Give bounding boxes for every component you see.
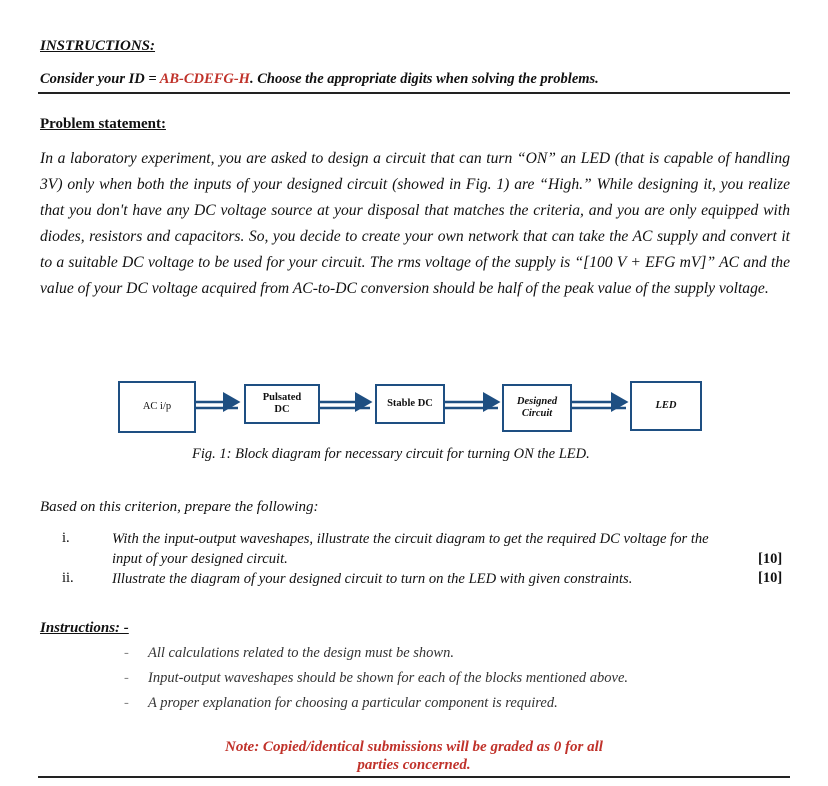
task-1-line1: With the input-output waveshapes, illustrate the circuit diagram to get the required DC voltage for the	[112, 531, 709, 547]
task-1-number: i.	[62, 530, 70, 546]
block-pulsated-dc	[244, 384, 320, 424]
block-stable-dc	[375, 384, 445, 424]
block-designed-circuit-label: Designed Circuit	[516, 396, 558, 419]
bullet-dash-icon: -	[124, 695, 129, 711]
problem-text: In a laboratory experiment, you are asked to design a circuit that can turn “ON” an LED (that is capable of handling 3V) only when both the inputs of your designed circuit (showed in Fig. 1) are “High.” While designing it, you realize that you don't have any DC voltage source at your disposal that matches the criteria, and you are only equipped with diodes, resistors and capacitors. So, you decide to create your own network that can take the AC supply and convert it to a suitable DC voltage to be used for your circuit. The rms voltage of the supply is “[100 V + EFG mV]” AC and the value of your DC voltage acquired from AC-to-DC conversion should be half of the peak value of the supply voltage.	[40, 150, 790, 297]
block-led	[630, 381, 702, 431]
instructions-title: INSTRUCTIONS:	[40, 38, 156, 54]
instructions-heading: Instructions: -	[40, 620, 129, 636]
task-1-marks: [10]	[758, 551, 783, 567]
block-ac-input-label: AC i/p	[142, 401, 172, 412]
instruction-bullet	[124, 645, 454, 662]
instruction-bullet-text: All calculations related to the design must be shown.	[148, 645, 454, 661]
note-line2: parties concerned.	[357, 757, 471, 773]
task-2-marks: [10]	[758, 570, 783, 586]
block-pulsated-dc-label: Pulsated DC	[262, 392, 302, 415]
block-stable-dc-label: Stable DC	[387, 398, 433, 409]
figure-caption: Fig. 1: Block diagram for necessary circuit for turning ON the LED.	[192, 446, 590, 462]
note-line1: Note: Copied/identical submissions will be graded as 0 for all	[225, 739, 603, 755]
block-ac-input	[118, 381, 196, 433]
task-2-number: ii.	[62, 570, 74, 586]
block-led-label: LED	[655, 400, 677, 411]
instruction-bullet-text: Input-output waveshapes should be shown for each of the blocks mentioned above.	[148, 670, 629, 686]
tasks-intro: Based on this criterion, prepare the following:	[40, 499, 319, 515]
id-value: AB-CDEFG-H	[159, 71, 250, 87]
footer-rule	[38, 776, 790, 778]
instruction-bullet	[124, 695, 558, 712]
task-2-line1: Illustrate the diagram of your designed circuit to turn on the LED with given constraints.	[112, 571, 633, 587]
id-line-prefix: Consider your ID =	[40, 71, 160, 87]
block-designed-circuit	[502, 384, 572, 432]
bullet-dash-icon: -	[124, 670, 129, 686]
instruction-bullet	[124, 670, 629, 687]
bullet-dash-icon: -	[124, 645, 129, 661]
id-line-suffix: . Choose the appropriate digits when solving the problems.	[249, 71, 599, 87]
plagiarism-note	[150, 738, 678, 774]
problem-heading: Problem statement:	[40, 116, 166, 132]
instruction-bullet-text: A proper explanation for choosing a particular component is required.	[148, 695, 558, 711]
task-1-line2: input of your designed circuit.	[112, 551, 288, 567]
